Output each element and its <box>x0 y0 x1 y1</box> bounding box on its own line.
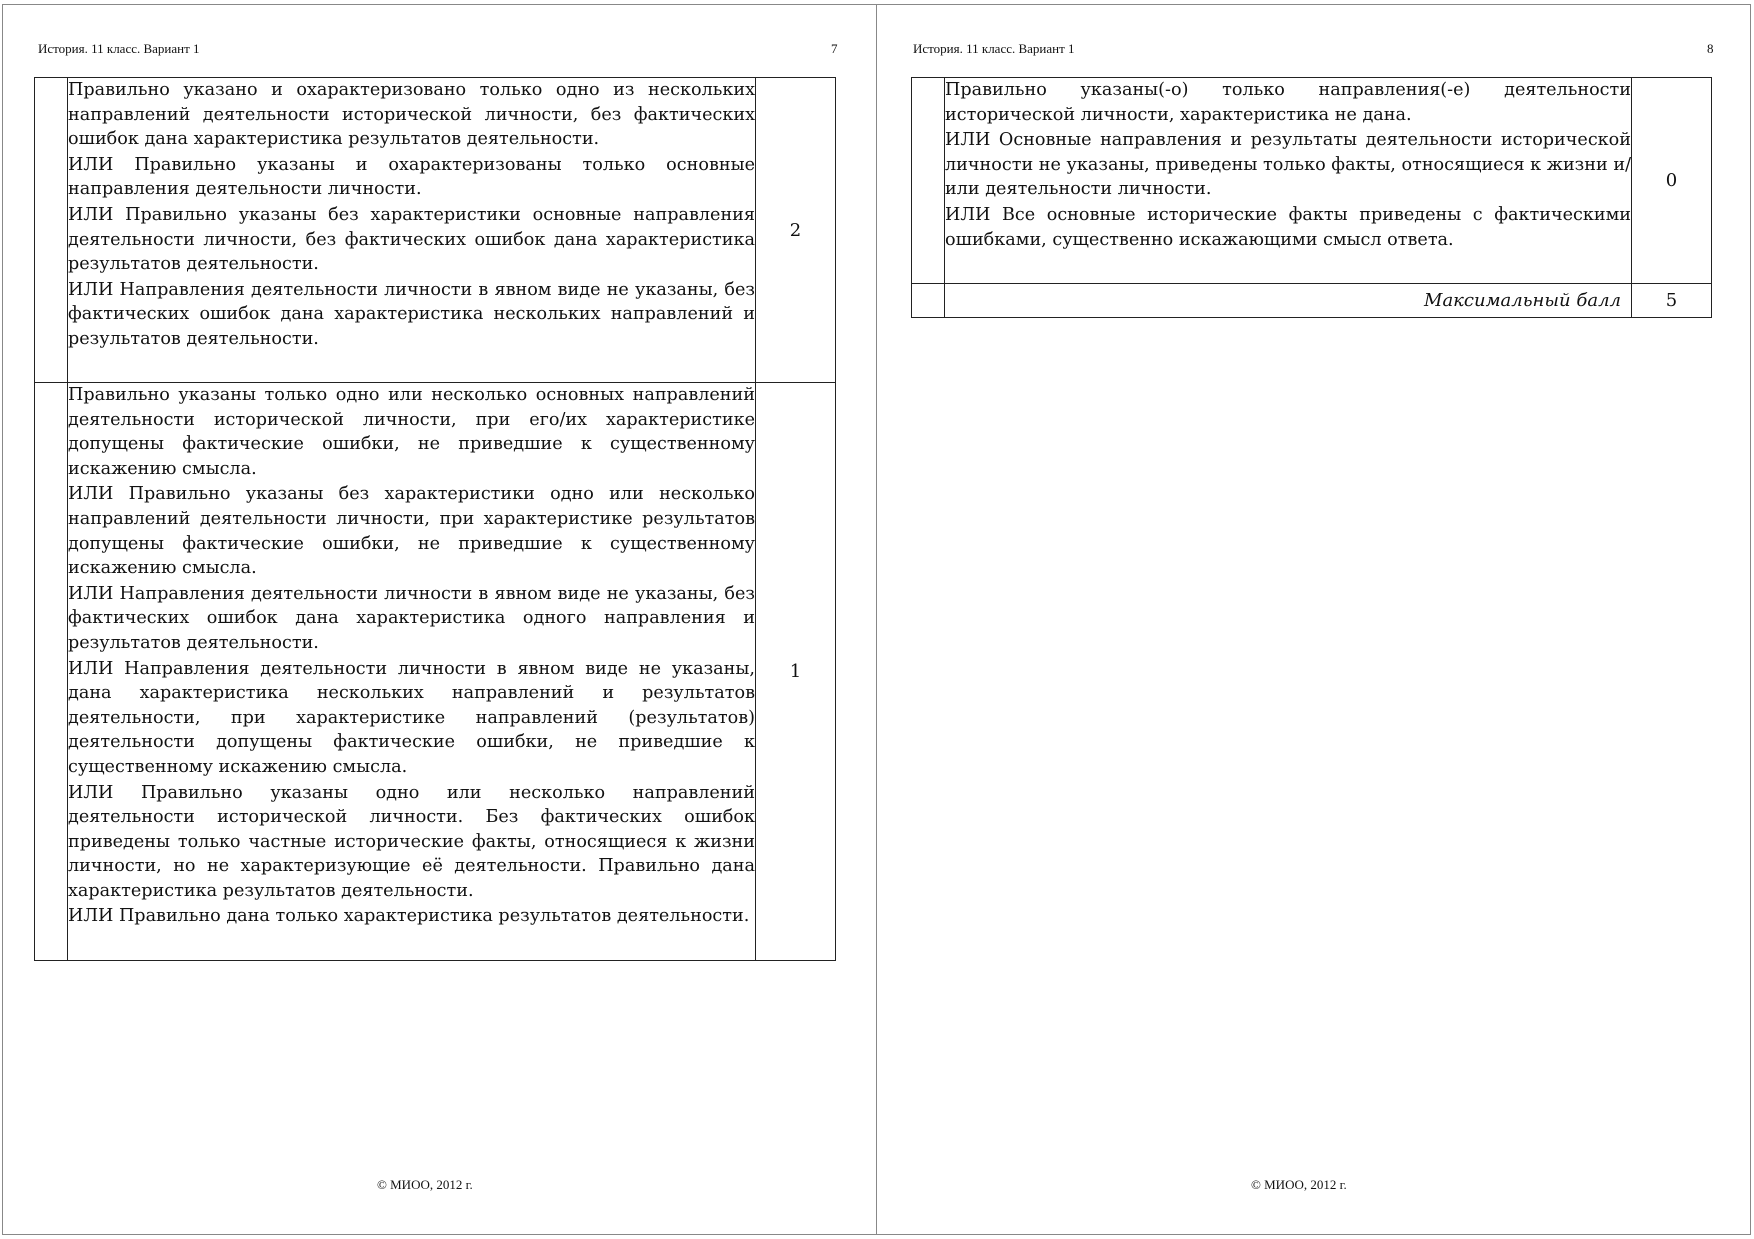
criteria-text-cell <box>68 383 756 961</box>
copyright-footer: © МИОО, 2012 г. <box>377 1177 473 1192</box>
max-score-value: 5 <box>1632 284 1712 318</box>
criteria-paragraph: Правильно указано и охарактеризовано только одно из нескольких направлений деятельности исторической личности, без фактических ошибок дана характеристика результатов деятельности. <box>68 80 755 150</box>
max-score-label: Максимальный балл <box>945 284 1632 318</box>
criteria-paragraph: ИЛИ Правильно указаны без характеристики одно или несколько направлений деятельности личности, при характеристике результатов допущены фактические ошибки, не приведшие к существенному искажению смысла. <box>68 484 755 579</box>
criteria-paragraph: ИЛИ Правильно дана только характеристика результатов деятельности. <box>68 906 750 927</box>
criteria-paragraph: Правильно указаны только одно или несколько основных направлений деятельности исторической личности, при его/их характеристике допущены фактические ошибки, не приведшие к существенному искажению смысла. <box>68 385 755 479</box>
page-header-title: История. 11 класс. Вариант 1 <box>913 41 1075 56</box>
page-number: 8 <box>1707 41 1714 56</box>
criteria-row <box>35 383 836 961</box>
criteria-blank-cell <box>35 383 68 961</box>
criteria-paragraph: ИЛИ Направления деятельности личности в явном виде не указаны, дана характеристика нескольких направлений и результатов деятельности, при характеристике направлений (результатов) деятельности допущены фактические ошибки, не приведшие к существенному искажению смысла. <box>68 658 755 777</box>
score-cell: 2 <box>756 78 836 383</box>
criteria-paragraph: ИЛИ Основные направления и результаты деятельности исторической личности не указаны, приведены только факты, относящиеся к жизни и/или деятельности личности. <box>945 130 1631 200</box>
criteria-paragraph: ИЛИ Все основные исторические факты приведены с фактическими ошибками, существенно искажающими смысл ответа. <box>945 204 1631 250</box>
criteria-paragraph: ИЛИ Правильно указаны без характеристики основные направления деятельности личности, без фактических ошибок дана характеристика результатов деятельности. <box>68 204 755 275</box>
criteria-paragraph: ИЛИ Правильно указаны и охарактеризованы только основные направления деятельности личности. <box>68 154 755 200</box>
page-7 <box>2 4 876 1235</box>
criteria-row <box>35 78 836 383</box>
page-header-title: История. 11 класс. Вариант 1 <box>38 41 200 56</box>
score-cell: 0 <box>1632 78 1712 284</box>
page-number: 7 <box>831 41 838 56</box>
score-cell: 1 <box>756 383 836 961</box>
criteria-paragraph: Правильно указаны(-о) только направления(-е) деятельности исторической личности, характеристика не дана. <box>945 80 1631 125</box>
criteria-paragraph: ИЛИ Правильно указаны одно или несколько направлений деятельности исторической личности. Без фактических ошибок приведены только частные исторические факты, относящиеся к жизни личности, но не характеризующие её деятельности. Правильно дана характеристика результатов деятельности. <box>68 782 755 901</box>
criteria-paragraph: ИЛИ Направления деятельности личности в явном виде не указаны, без фактических ошибок дана характеристика одного направления и результатов деятельности. <box>68 583 755 653</box>
criteria-text-cell <box>945 78 1632 284</box>
criteria-table <box>911 77 1712 318</box>
criteria-text-cell <box>68 78 756 383</box>
criteria-blank-cell <box>35 78 68 383</box>
criteria-blank-cell <box>912 78 945 284</box>
max-score-row <box>912 284 1712 318</box>
page-8 <box>877 4 1751 1235</box>
copyright-footer: © МИОО, 2012 г. <box>1251 1177 1347 1192</box>
criteria-row <box>912 78 1712 284</box>
criteria-paragraph: ИЛИ Направления деятельности личности в явном виде не указаны, без фактических ошибок дана характеристика нескольких направлений и результатов деятельности. <box>68 279 755 349</box>
criteria-blank-cell <box>912 284 945 318</box>
criteria-table <box>34 77 836 961</box>
